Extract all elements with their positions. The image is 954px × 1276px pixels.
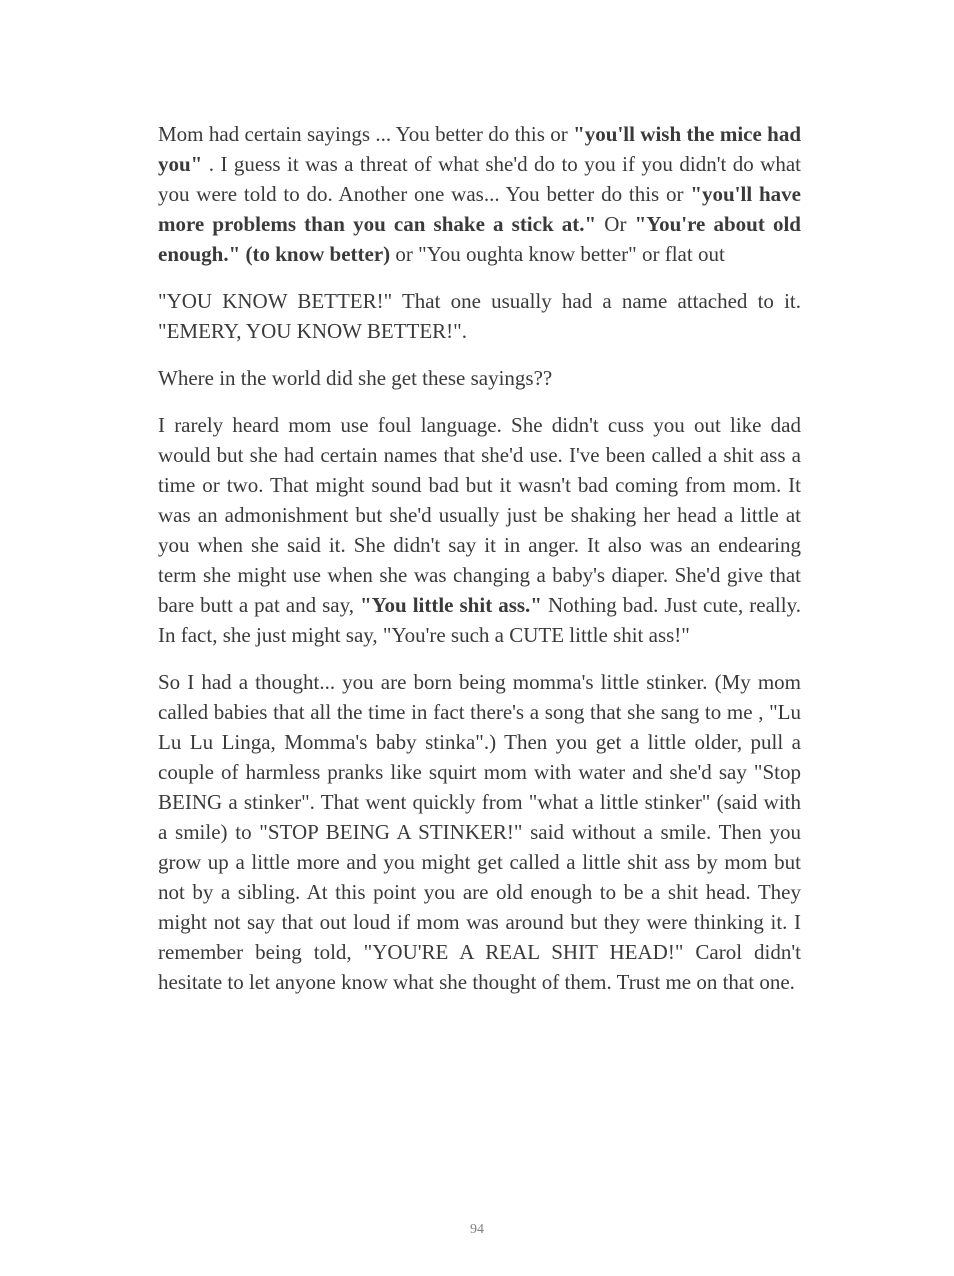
text-run: Nothing bad. Just cute, really. In fact, she just might say, "You're such a CUTE little shit ass!" bbox=[158, 593, 801, 647]
body-text bbox=[158, 119, 801, 1014]
paragraph-sayings bbox=[158, 119, 801, 269]
paragraph-foul-language bbox=[158, 410, 801, 650]
bold-quote-mice: "you'll wish the mice had you" bbox=[158, 122, 802, 176]
paragraph-know-better bbox=[158, 286, 801, 346]
text-run: "YOU KNOW BETTER!" That one usually had a name attached to it. "EMERY, YOU KNOW BETTER!". bbox=[158, 289, 801, 343]
paragraph-where-sayings bbox=[158, 363, 801, 393]
text-run: Where in the world did she get these sayings?? bbox=[158, 366, 553, 390]
text-run: or "You oughta know better" or flat out bbox=[390, 242, 725, 266]
text-run: Or bbox=[596, 212, 635, 236]
page-number: 94 bbox=[470, 1222, 484, 1237]
bold-quote-old-enough: "You're about old enough." (to know better) bbox=[158, 212, 801, 266]
paragraph-stinker bbox=[158, 667, 801, 997]
bold-quote-little: "You little shit ass." bbox=[360, 593, 542, 617]
text-run: . I guess it was a threat of what she'd do to you if you didn't do what you were told to do. Another one was... You better do this or bbox=[158, 152, 801, 206]
bold-quote-problems: "you'll have more problems than you can shake a stick at." bbox=[158, 182, 801, 236]
text-run: So I had a thought... you are born being momma's little stinker. (My mom called babies that all the time in fact there's a song that she sang to me , "Lu Lu Lu Linga, Momma's baby stinka".) Then you get a little older, pull a couple of harmless pranks like squirt mom with water and she'd say "Stop BEING a stinker". That went quickly from "what a little stinker" (said with a smile) to "STOP BEING A STINKER!" said without a smile. Then you grow up a little more and you might get called a little shit ass by mom but not by a sibling. At this point you are old enough to be a shit head. They might not say that out loud if mom was around but they were thinking it. I remember being told, "YOU'RE A REAL SHIT HEAD!" Carol didn't hesitate to let anyone know what she thought of them. Trust me on that one. bbox=[158, 670, 801, 994]
text-run: Mom had certain sayings ... You better do this or bbox=[158, 122, 574, 146]
text-run: I rarely heard mom use foul language. She didn't cuss you out like dad would but she had certain names that she'd use. I've been called a shit ass a time or two. That might sound bad but it wasn't bad coming from mom. It was an admonishment but she'd usually just be shaking her head a little at you when she said it. She didn't say it in anger. It also was an endearing term she might use when she was changing a baby's diaper. She'd give that bare butt a pat and say, bbox=[158, 413, 801, 617]
